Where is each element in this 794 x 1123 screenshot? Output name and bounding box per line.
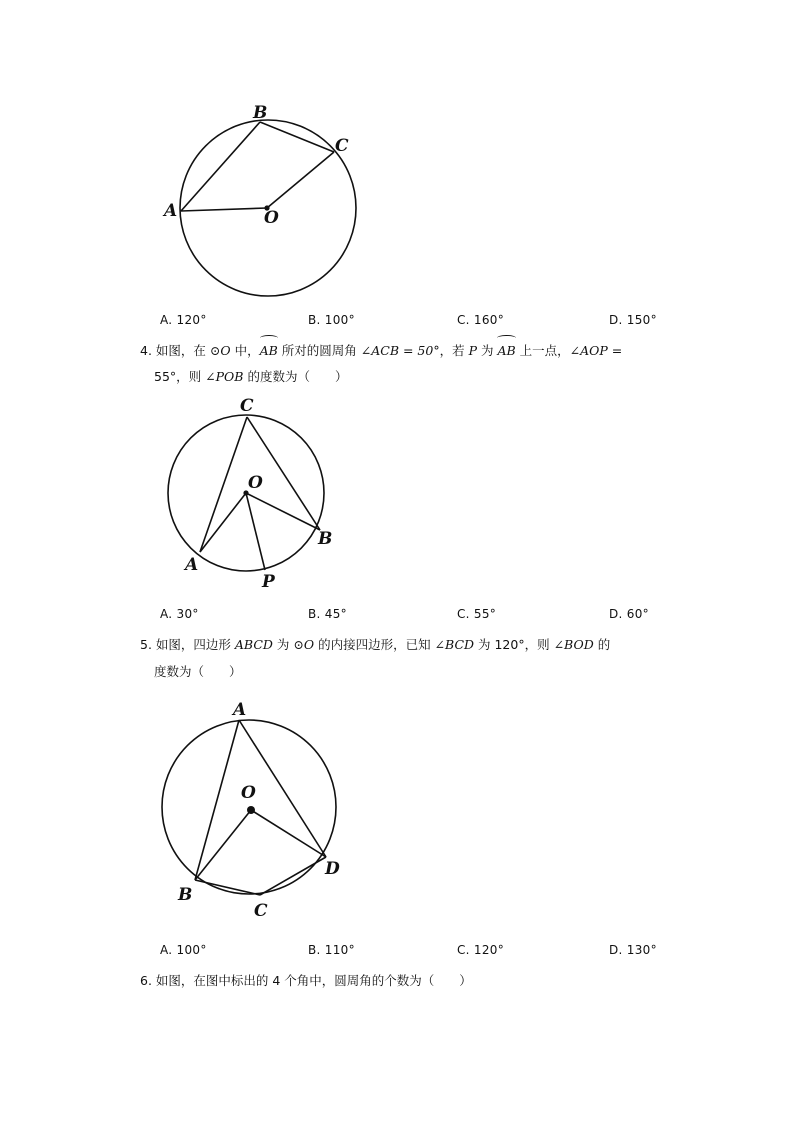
segment-ab [181, 122, 260, 211]
q3-option-d[interactable]: D. 150° [609, 313, 657, 327]
q5-circle-diagram [150, 690, 360, 925]
label-p: P [262, 572, 275, 592]
q4-circle-symbol: ⊙O [209, 343, 231, 358]
q5-question-line1 [140, 632, 610, 658]
q4-text: 中， [230, 343, 260, 358]
segment-op [246, 493, 265, 570]
segment-oa [181, 208, 267, 211]
label-o: O [248, 473, 263, 493]
label-c: C [254, 901, 268, 921]
label-a: A [164, 201, 178, 221]
label-a: A [233, 700, 247, 720]
q3-option-c[interactable]: C. 160° [457, 313, 505, 327]
q5-option-a[interactable]: A. 100° [160, 943, 207, 957]
q4-option-d[interactable]: D. 60° [609, 607, 649, 621]
q4-text: 55° [154, 369, 177, 384]
q4-text: 4. 如图，在 [140, 343, 210, 358]
label-c: C [335, 136, 349, 156]
q4-question-line1 [140, 338, 622, 364]
segment-cd [260, 857, 326, 895]
q4-circle-diagram [160, 390, 345, 590]
q4-option-b[interactable]: B. 45° [308, 607, 347, 621]
q3-option-b[interactable]: B. 100° [308, 313, 355, 327]
label-b: B [318, 529, 333, 549]
center-point [247, 806, 255, 814]
q5-question-line2: 度数为（ ） [154, 664, 242, 679]
label-o: O [241, 783, 256, 803]
segment-oa [200, 493, 246, 552]
q4-arc-ab: AB [260, 338, 278, 364]
q4-text: 为 [477, 343, 498, 358]
segment-ob [195, 810, 251, 880]
q5-circle-symbol: ⊙O [293, 637, 315, 652]
segment-od [251, 810, 326, 857]
q4-text: 所对的圆周角 [277, 343, 361, 358]
q5-quad-abcd: ABCD [234, 637, 273, 652]
label-b: B [253, 103, 268, 123]
q4-arc-ab-2: AB [497, 338, 515, 364]
q5-angle-bcd: ∠BCD [434, 637, 475, 652]
q4-option-a[interactable]: A. 30° [160, 607, 199, 621]
q4-question-line2 [154, 364, 347, 390]
segment-co [267, 152, 334, 208]
q6-question: 6. 如图，在图中标出的 4 个角中，圆周角的个数为（ ） [140, 973, 472, 988]
q5-angle-bod: ∠BOD [553, 637, 594, 652]
segment-ca [200, 417, 247, 552]
q4-angle-aop: ∠AOP = [569, 343, 623, 358]
q5-option-c[interactable]: C. 120° [457, 943, 505, 957]
q4-angle-acb: ∠ACB = 50° [360, 343, 440, 358]
q3-circle-diagram [150, 95, 370, 310]
q5-figure [150, 690, 360, 925]
q4-text: 上一点， [515, 343, 570, 358]
q4-option-c[interactable]: C. 55° [457, 607, 497, 621]
q3-option-a[interactable]: A. 120° [160, 313, 207, 327]
segment-ab [195, 720, 239, 880]
segment-bc [195, 880, 260, 895]
label-o: O [264, 208, 279, 228]
q4-figure [160, 390, 345, 590]
label-b: B [178, 885, 193, 905]
q4-angle-pob: ∠POB [205, 369, 244, 384]
q4-text: ，则 [176, 369, 206, 384]
q3-figure [150, 95, 370, 310]
q5-text: 为 [272, 637, 294, 652]
label-a: A [185, 555, 199, 575]
q4-text: 的度数为（ ） [243, 369, 348, 384]
q5-text: 的 [593, 637, 611, 652]
q5-text: 的内接四边形，已知 [314, 637, 435, 652]
q5-option-d[interactable]: D. 130° [609, 943, 657, 957]
q5-text: 5. 如图，四边形 [140, 637, 235, 652]
segment-bc [260, 122, 334, 152]
q5-option-b[interactable]: B. 110° [308, 943, 355, 957]
q5-text: 为 120°，则 [474, 637, 554, 652]
label-c: C [240, 396, 254, 416]
q4-point-p: P [468, 343, 477, 358]
q4-text: ，若 [439, 343, 469, 358]
label-d: D [325, 859, 340, 879]
